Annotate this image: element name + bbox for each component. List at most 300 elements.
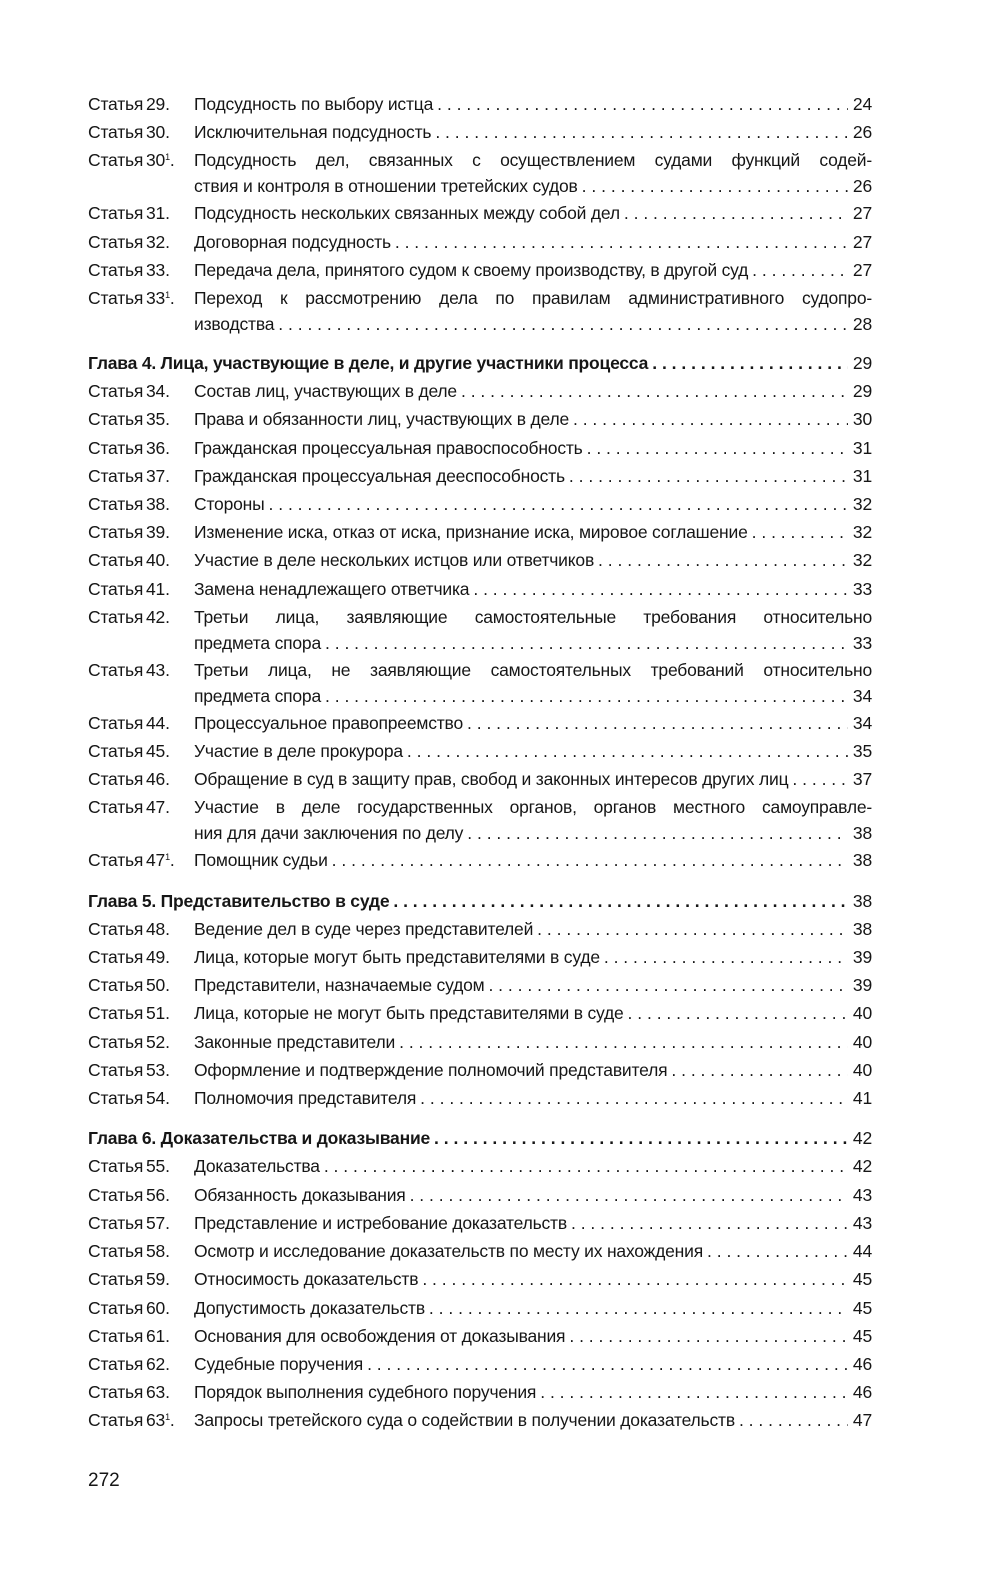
article-num-period: .: [165, 1212, 170, 1233]
article-label: Статья: [88, 1297, 144, 1318]
article-title: Помощник судьи: [194, 850, 328, 871]
article-label: Статья: [88, 918, 144, 939]
article-number: [88, 1181, 194, 1209]
article-title: Стороны: [194, 494, 265, 515]
toc-article[interactable]: [88, 971, 872, 999]
article-label: Статья: [88, 122, 144, 143]
article-num-period: .: [169, 150, 175, 171]
article-num-main: 54: [146, 1088, 166, 1109]
article-entry: [194, 1056, 872, 1084]
toc-article[interactable]: [88, 1152, 872, 1180]
article-number: [88, 462, 194, 490]
article-num-main: 31: [146, 203, 166, 224]
article-num-main: 52: [146, 1031, 166, 1052]
toc-article[interactable]: [88, 999, 872, 1027]
article-num-period: .: [165, 94, 170, 114]
leader-dots: [569, 1322, 848, 1350]
article-title: Процессуальное правопреемство: [194, 712, 463, 733]
article-num: [146, 1410, 175, 1430]
article-page: 28: [852, 314, 872, 335]
article-page: 33: [852, 632, 872, 653]
toc-article[interactable]: [88, 118, 872, 146]
article-label: Статья: [88, 1269, 144, 1290]
article-number: [88, 846, 194, 874]
toc-chapter[interactable]: [88, 887, 872, 915]
article-number: [88, 915, 194, 943]
article-num: [146, 494, 170, 514]
article-title-line: Третьи лица, заявляющие самостоятельные требования относительно: [194, 606, 872, 627]
article-num: [146, 919, 170, 939]
toc-article[interactable]: [88, 405, 872, 433]
page-number: 272: [88, 1470, 120, 1491]
article-num-period: .: [165, 769, 170, 790]
article-num-period: .: [165, 409, 170, 430]
article-num-main: 49: [146, 947, 166, 968]
article-page: 38: [852, 850, 872, 871]
toc-article[interactable]: [88, 462, 872, 490]
leader-dots: [582, 173, 848, 199]
article-num: [146, 1156, 170, 1176]
article-num: [146, 381, 170, 401]
leader-dots: [410, 1181, 848, 1209]
leader-dots: [324, 1152, 848, 1180]
article-num: [146, 288, 175, 308]
article-num: [146, 1003, 170, 1023]
leader-dots: [571, 1209, 848, 1237]
article-title: Гражданская процессуальная правоспособность: [194, 437, 583, 458]
article-number: [88, 1378, 194, 1406]
article-page: 35: [852, 741, 872, 762]
article-num-period: .: [165, 203, 170, 224]
article-num-main: 51: [146, 1003, 166, 1024]
article-number: [88, 284, 194, 312]
article-num-main: 43: [146, 659, 166, 680]
article-entry: [194, 1294, 872, 1322]
article-num-main: 33: [146, 259, 166, 280]
article-title: Осмотр и исследование доказательств по месту их нахождения: [194, 1241, 703, 1262]
article-num: [146, 713, 170, 733]
article-page: 45: [852, 1269, 872, 1290]
article-num: [146, 1185, 170, 1205]
article-page: 24: [852, 94, 872, 114]
leader-dots: [707, 1237, 848, 1265]
article-label: Статья: [88, 259, 144, 280]
article-number: [88, 228, 194, 256]
chapter-title: Глава 6. Доказательства и доказывание: [88, 1128, 431, 1149]
article-num-period: .: [165, 1156, 170, 1177]
article-page: 43: [852, 1212, 872, 1233]
article-number: [88, 1056, 194, 1084]
article-num-period: .: [165, 550, 170, 571]
article-entry: [194, 434, 872, 462]
article-entry: [194, 1350, 872, 1378]
article-page: 46: [852, 1353, 872, 1374]
article-num-period: .: [165, 522, 170, 543]
leader-dots: [537, 915, 848, 943]
article-label: Статья: [88, 1003, 144, 1024]
article-num-period: .: [165, 437, 170, 458]
article-entry: [194, 656, 872, 709]
toc-article[interactable]: [88, 846, 872, 874]
article-title: Лица, которые не могут быть представителями в суде: [194, 1003, 624, 1024]
article-label: Статья: [88, 381, 144, 402]
leader-dots: [652, 349, 848, 377]
toc-article[interactable]: [88, 709, 872, 737]
article-num-period: .: [169, 1410, 175, 1431]
article-title: Допустимость доказательств: [194, 1297, 425, 1318]
article-number: [88, 1209, 194, 1237]
article-page: 32: [852, 522, 872, 543]
article-entry: [194, 462, 872, 490]
article-num: [146, 466, 170, 486]
article-page: 30: [852, 409, 872, 430]
toc-article[interactable]: [88, 490, 872, 518]
article-title: Обращение в суд в защиту прав, свобод и законных интересов других лиц: [194, 769, 789, 790]
article-number: [88, 1294, 194, 1322]
article-title: Договорная подсудность: [194, 231, 391, 252]
toc-article[interactable]: [88, 199, 872, 227]
article-title: Участие в деле прокурора: [194, 741, 403, 762]
article-num-main: 47: [146, 850, 166, 871]
article-label: Статья: [88, 288, 144, 309]
article-title-line: Участие в деле государственных органов, органов местного самоуправле-: [194, 797, 872, 818]
article-label: Статья: [88, 522, 144, 543]
toc-article[interactable]: [88, 656, 872, 709]
leader-dots: [540, 1378, 848, 1406]
article-entry: [194, 1237, 872, 1265]
article-num: [146, 522, 170, 542]
article-page: 46: [852, 1382, 872, 1403]
article-page: 45: [852, 1325, 872, 1346]
article-title: Оформление и подтверждение полномочий представителя: [194, 1059, 668, 1080]
article-page: 26: [852, 122, 872, 143]
toc-article[interactable]: [88, 546, 872, 574]
article-page: 39: [852, 947, 872, 968]
article-num-main: 41: [146, 578, 166, 599]
article-num-period: .: [165, 1059, 170, 1080]
article-title-last-line: [194, 173, 872, 199]
article-label: Статья: [88, 203, 144, 224]
toc-article[interactable]: [88, 90, 872, 118]
article-num-main: 44: [146, 712, 166, 733]
article-page: 33: [852, 578, 872, 599]
toc-article[interactable]: [88, 518, 872, 546]
article-title: Относимость доказательств: [194, 1269, 419, 1290]
article-entry: [194, 146, 872, 199]
article-entry: [194, 199, 872, 227]
leader-dots: [269, 490, 849, 518]
article-entry: [194, 1152, 872, 1180]
article-page: 32: [852, 494, 872, 515]
article-number: [88, 603, 194, 631]
article-title-line: ния для дачи заключения по делу: [194, 823, 464, 844]
article-num-period: .: [165, 1184, 170, 1205]
chapter-title: Глава 4. Лица, участвующие в деле, и другие участники процесса: [88, 353, 649, 374]
article-num: [146, 741, 170, 761]
toc-article[interactable]: [88, 915, 872, 943]
toc-article[interactable]: [88, 1322, 872, 1350]
article-num-main: 36: [146, 437, 166, 458]
article-entry: [194, 793, 872, 846]
article-num-main: 55: [146, 1156, 166, 1177]
leader-dots: [467, 709, 848, 737]
leader-dots: [569, 462, 848, 490]
article-page: 38: [852, 918, 872, 939]
article-number: [88, 118, 194, 146]
article-number: [88, 1237, 194, 1265]
article-title: Изменение иска, отказ от иска, признание иска, мировое соглашение: [194, 522, 748, 543]
article-title-line: изводства: [194, 314, 275, 335]
article-num: [146, 1060, 170, 1080]
article-num-period: .: [165, 231, 170, 252]
article-page: 44: [852, 1241, 872, 1262]
article-num-period: .: [165, 712, 170, 733]
article-entry: [194, 737, 872, 765]
article-entry: [194, 1265, 872, 1293]
article-num-main: 56: [146, 1184, 166, 1205]
article-page: 47: [852, 1410, 872, 1431]
toc-article[interactable]: [88, 793, 872, 846]
article-num: [146, 1382, 170, 1402]
article-page: 27: [852, 259, 872, 280]
article-label: Статья: [88, 1410, 144, 1431]
toc-article[interactable]: [88, 1056, 872, 1084]
article-num: [146, 1088, 170, 1108]
article-num: [146, 1298, 170, 1318]
article-label: Статья: [88, 437, 144, 458]
toc-article[interactable]: [88, 1378, 872, 1406]
article-entry: [194, 90, 872, 118]
leader-dots: [604, 943, 848, 971]
article-num: [146, 150, 175, 170]
article-num-main: 58: [146, 1241, 166, 1262]
article-num: [146, 409, 170, 429]
table-of-contents: [88, 90, 872, 1435]
article-number: [88, 405, 194, 433]
toc-article[interactable]: [88, 1209, 872, 1237]
leader-dots: [488, 971, 848, 999]
article-num-period: .: [165, 659, 170, 680]
article-num: [146, 607, 170, 627]
toc-article[interactable]: [88, 1406, 872, 1434]
article-num: [146, 660, 170, 680]
article-num-main: 63: [146, 1382, 166, 1403]
toc-article[interactable]: [88, 1181, 872, 1209]
article-number: [88, 146, 194, 174]
article-title: Обязанность доказывания: [194, 1184, 406, 1205]
article-page: 38: [852, 823, 872, 844]
article-page: 29: [852, 381, 872, 402]
article-label: Статья: [88, 769, 144, 790]
article-entry: [194, 1378, 872, 1406]
article-number: [88, 575, 194, 603]
article-num-period: .: [165, 381, 170, 402]
toc-article[interactable]: [88, 256, 872, 284]
leader-dots: [792, 765, 848, 793]
leader-dots: [598, 546, 848, 574]
leader-dots: [739, 1406, 848, 1434]
article-title-last-line: [194, 820, 872, 846]
article-number: [88, 90, 194, 118]
article-page: 43: [852, 1184, 872, 1205]
article-num-main: 39: [146, 522, 166, 543]
leader-dots: [407, 737, 848, 765]
article-entry: [194, 1084, 872, 1112]
article-num-superscript: 1: [165, 152, 170, 163]
article-num-period: .: [165, 1297, 170, 1318]
article-entry: [194, 518, 872, 546]
article-num-main: 40: [146, 550, 166, 571]
article-number: [88, 1322, 194, 1350]
article-num-period: .: [165, 1003, 170, 1024]
article-label: Статья: [88, 465, 144, 486]
article-num-superscript: 1: [165, 1412, 170, 1423]
article-label: Статья: [88, 606, 144, 627]
article-title: Ведение дел в суде через представителей: [194, 918, 534, 939]
article-page: 40: [852, 1059, 872, 1080]
article-title-line: Подсудность дел, связанных с осуществлением судами функций содей-: [194, 150, 872, 171]
article-page: 40: [852, 1031, 872, 1052]
leader-dots: [278, 311, 848, 337]
article-number: [88, 1028, 194, 1056]
article-label: Статья: [88, 578, 144, 599]
article-num: [146, 1241, 170, 1261]
leader-dots: [429, 1294, 848, 1322]
article-entry: [194, 709, 872, 737]
toc-article[interactable]: [88, 1237, 872, 1265]
article-num: [146, 1326, 170, 1346]
chapter-page: 29: [852, 353, 872, 374]
leader-dots: [467, 820, 848, 846]
leader-dots: [395, 228, 848, 256]
article-page: 40: [852, 1003, 872, 1024]
article-num-main: 47: [146, 797, 166, 818]
article-num-main: 34: [146, 381, 166, 402]
toc-article[interactable]: [88, 575, 872, 603]
article-number: [88, 999, 194, 1027]
article-num-superscript: 1: [165, 852, 170, 863]
article-number: [88, 943, 194, 971]
article-entry: [194, 1181, 872, 1209]
article-entry: [194, 228, 872, 256]
article-entry: [194, 915, 872, 943]
article-page: 41: [852, 1088, 872, 1109]
article-num-main: 30: [146, 150, 166, 171]
article-page: 31: [852, 465, 872, 486]
toc-article[interactable]: [88, 1028, 872, 1056]
article-num-superscript: 1: [165, 290, 170, 301]
article-num-period: .: [169, 850, 175, 871]
article-num-period: .: [165, 1382, 170, 1403]
article-entry: [194, 546, 872, 574]
article-label: Статья: [88, 550, 144, 571]
article-title-last-line: [194, 311, 872, 337]
article-num: [146, 1032, 170, 1052]
toc-article[interactable]: [88, 1294, 872, 1322]
article-entry: [194, 118, 872, 146]
article-num: [146, 1269, 170, 1289]
toc-article[interactable]: [88, 228, 872, 256]
toc-article[interactable]: [88, 737, 872, 765]
article-title: Передача дела, принятого судом к своему производству, в другой суд: [194, 259, 749, 280]
article-number: [88, 434, 194, 462]
article-num-period: .: [165, 741, 170, 762]
toc-article[interactable]: [88, 603, 872, 656]
article-number: [88, 256, 194, 284]
article-title: Порядок выполнения судебного поручения: [194, 1382, 537, 1403]
article-title: Исключительная подсудность: [194, 122, 432, 143]
article-num: [146, 1354, 170, 1374]
leader-dots: [624, 199, 848, 227]
article-entry: [194, 999, 872, 1027]
toc-article[interactable]: [88, 1265, 872, 1293]
leader-dots: [325, 630, 848, 656]
article-num-period: .: [165, 947, 170, 968]
article-num: [146, 260, 170, 280]
leader-dots: [325, 683, 848, 709]
article-label: Статья: [88, 659, 144, 680]
article-num-main: 35: [146, 409, 166, 430]
toc-article[interactable]: [88, 1084, 872, 1112]
article-label: Статья: [88, 1382, 144, 1403]
toc-article[interactable]: [88, 1350, 872, 1378]
article-label: Статья: [88, 850, 144, 871]
toc-article[interactable]: [88, 765, 872, 793]
article-num-period: .: [165, 797, 170, 818]
toc-chapter[interactable]: [88, 1124, 872, 1152]
toc-article[interactable]: [88, 434, 872, 462]
toc-article[interactable]: [88, 377, 872, 405]
article-page: 42: [852, 1156, 872, 1177]
article-num: [146, 438, 170, 458]
article-label: Статья: [88, 975, 144, 996]
article-title: Доказательства: [194, 1156, 320, 1177]
article-entry: [194, 765, 872, 793]
article-number: [88, 546, 194, 574]
article-page: 31: [852, 437, 872, 458]
article-num-main: 46: [146, 769, 166, 790]
article-title-last-line: [194, 630, 872, 656]
article-entry: [194, 603, 872, 656]
article-title: Запросы третейского суда о содействии в получении доказательств: [194, 1410, 735, 1431]
article-title-line: Третьи лица, не заявляющие самостоятельных требований относительно: [194, 659, 872, 680]
article-num-main: 48: [146, 918, 166, 939]
leader-dots: [332, 846, 848, 874]
article-page: 34: [852, 685, 872, 706]
leader-dots: [752, 256, 848, 284]
article-title: Основания для освобождения от доказывания: [194, 1325, 566, 1346]
article-page: 32: [852, 550, 872, 571]
article-entry: [194, 284, 872, 337]
article-label: Статья: [88, 1325, 144, 1346]
article-label: Статья: [88, 231, 144, 252]
toc-article[interactable]: [88, 943, 872, 971]
toc-chapter[interactable]: [88, 349, 872, 377]
article-label: Статья: [88, 1156, 144, 1177]
article-label: Статья: [88, 1059, 144, 1080]
article-entry: [194, 377, 872, 405]
article-number: [88, 377, 194, 405]
article-num-main: 50: [146, 975, 166, 996]
article-page: 45: [852, 1297, 872, 1318]
article-num: [146, 550, 170, 570]
article-number: [88, 1350, 194, 1378]
article-num: [146, 769, 170, 789]
toc-article[interactable]: [88, 146, 872, 199]
article-title: Законные представители: [194, 1031, 396, 1052]
toc-article[interactable]: [88, 284, 872, 337]
article-num-main: 30: [146, 122, 166, 143]
